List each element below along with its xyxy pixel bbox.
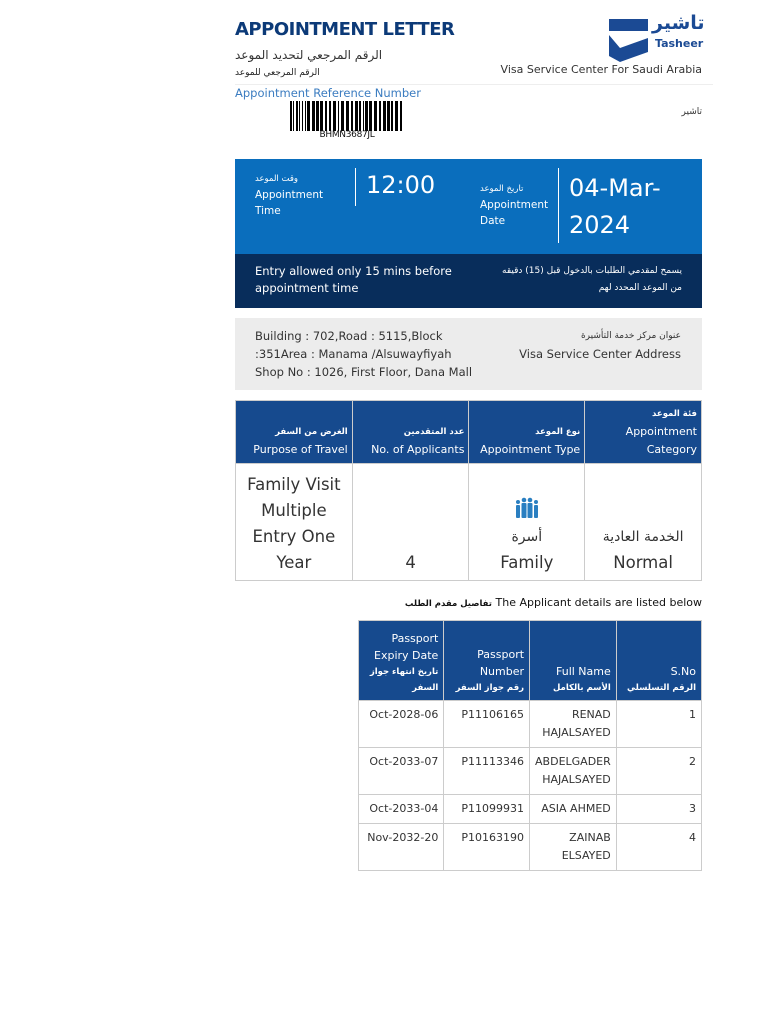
passport-cell: P11106165 bbox=[444, 701, 530, 748]
name-cell: ASIA AHMED bbox=[530, 795, 617, 824]
time-label-ar: وقت الموعد bbox=[255, 174, 299, 184]
date-label-ar: تاريخ الموعد bbox=[480, 184, 524, 194]
appointment-details-table bbox=[235, 400, 702, 581]
barcode bbox=[290, 101, 404, 131]
header-purpose: الغرض من السفر Purpose of Travel bbox=[236, 401, 353, 464]
reference-code: BHMN3687JL bbox=[319, 130, 375, 140]
barcode-bar bbox=[307, 101, 310, 131]
barcode-bar bbox=[387, 101, 390, 131]
barcode-bar bbox=[325, 101, 327, 131]
page-title: APPOINTMENT LETTER bbox=[235, 19, 455, 40]
address-line: Building : 702,Road : 5115,Block bbox=[255, 329, 443, 343]
type-ar: أسرة bbox=[511, 529, 543, 545]
barcode-bar bbox=[302, 101, 303, 131]
barcode-bar bbox=[293, 101, 294, 131]
header-applicants: عدد المتقدمين No. of Applicants bbox=[352, 401, 469, 464]
barcode-bar bbox=[320, 101, 323, 131]
family-icon bbox=[473, 497, 580, 524]
barcode-bar bbox=[290, 101, 292, 131]
applicants-table bbox=[358, 620, 702, 871]
divider bbox=[235, 84, 713, 85]
sno-cell: 3 bbox=[616, 795, 701, 824]
barcode-bar bbox=[395, 101, 398, 131]
appointment-box bbox=[235, 159, 702, 254]
logo-en: Tasheer bbox=[655, 37, 704, 50]
table-row bbox=[359, 748, 702, 795]
barcode-bar bbox=[363, 101, 364, 131]
address-box bbox=[235, 318, 702, 390]
entry-notice-en: Entry allowed only 15 mins before appointment time bbox=[255, 264, 452, 295]
barcode-bar bbox=[379, 101, 381, 131]
name-cell: ZAINAB ELSAYED bbox=[530, 824, 617, 871]
time-label: Appointment Time bbox=[255, 189, 324, 217]
passport-cell: P11113346 bbox=[444, 748, 530, 795]
entry-notice-ar: يسمح لمقدمي الطلبات بالدخول قبل (15) دقيقه من الموعد المحدد لهم bbox=[502, 266, 682, 293]
passport-cell: P11099931 bbox=[444, 795, 530, 824]
type-cell bbox=[469, 464, 585, 581]
applicants-intro: تفاصيل مقدم الطلب The Applicant details are listed below bbox=[404, 596, 702, 609]
type-value: Family bbox=[500, 553, 554, 572]
separator bbox=[558, 168, 559, 243]
barcode-bar bbox=[383, 101, 386, 131]
entry-notice bbox=[235, 254, 702, 308]
table-row bbox=[359, 701, 702, 748]
barcode-bar bbox=[305, 101, 306, 131]
expiry-cell: Nov-2032-20 bbox=[359, 824, 444, 871]
name-cell: RENAD HAJALSAYED bbox=[530, 701, 617, 748]
category-cell bbox=[585, 464, 702, 581]
expiry-cell: Oct-2033-07 bbox=[359, 748, 444, 795]
header-category: فئة الموعد Appointment Category bbox=[585, 401, 702, 464]
applicants-value: 4 bbox=[352, 464, 469, 581]
category-value: Normal bbox=[613, 553, 673, 572]
table-row bbox=[359, 824, 702, 871]
barcode-bar bbox=[359, 101, 361, 131]
barcode-bar bbox=[329, 101, 331, 131]
barcode-bar bbox=[341, 101, 344, 131]
barcode-bar bbox=[333, 101, 336, 131]
barcode-bar bbox=[400, 101, 402, 131]
vsc-title: Visa Service Center For Saudi Arabia bbox=[500, 63, 702, 76]
reference-label: Appointment Reference Number bbox=[235, 86, 421, 100]
barcode-bar bbox=[351, 101, 353, 131]
tashir-small: تاشير bbox=[681, 107, 702, 117]
date-label: Appointment Date bbox=[480, 199, 549, 227]
header-name: Full Name الأسم بالكامل bbox=[530, 621, 617, 701]
barcode-bar bbox=[346, 101, 349, 131]
barcode-bar bbox=[316, 101, 319, 131]
tasheer-logo bbox=[606, 12, 705, 64]
passport-cell: P10163190 bbox=[444, 824, 530, 871]
sno-cell: 4 bbox=[616, 824, 701, 871]
expiry-cell: Oct-2028-06 bbox=[359, 701, 444, 748]
header-passport: Passport Number رقم جواز السفر bbox=[444, 621, 530, 701]
sno-cell: 1 bbox=[616, 701, 701, 748]
barcode-bar bbox=[355, 101, 358, 131]
header-expiry: Passport Expiry Date تاريخ انتهاء جواز السفر bbox=[359, 621, 444, 701]
barcode-bar bbox=[369, 101, 372, 131]
barcode-bar bbox=[299, 101, 300, 131]
appointment-date: 04-Mar-2024 bbox=[569, 174, 661, 239]
purpose-value: Family Visit Multiple Entry One Year bbox=[236, 464, 353, 581]
barcode-bar bbox=[338, 101, 339, 131]
appointment-time: 12:00 bbox=[366, 171, 436, 199]
address-label-ar: عنوان مركز خدمة التأشيرة bbox=[580, 331, 681, 341]
sno-cell: 2 bbox=[616, 748, 701, 795]
address-line: Shop No : 1026, First Floor, Dana Mall bbox=[255, 365, 473, 379]
category-ar: الخدمة العادية bbox=[602, 529, 684, 545]
header-sno: S.No الرقم التسلسلي bbox=[616, 621, 701, 701]
barcode-bar bbox=[365, 101, 368, 131]
ref-title-ar: الرقم المرجعي لتحديد الموعد bbox=[235, 48, 383, 62]
barcode-bar bbox=[391, 101, 393, 131]
logo-ar: تاشير bbox=[652, 12, 705, 34]
barcode-bar bbox=[312, 101, 315, 131]
barcode-bar bbox=[296, 101, 298, 131]
ref-sub-ar: الرقم المرجعي للموعد bbox=[235, 68, 320, 78]
header-type: نوع الموعد Appointment Type bbox=[469, 401, 585, 464]
expiry-cell: Oct-2033-04 bbox=[359, 795, 444, 824]
separator bbox=[355, 168, 356, 206]
address-label: Visa Service Center Address bbox=[519, 347, 681, 361]
name-cell: ABDELGADER HAJALSAYED bbox=[530, 748, 617, 795]
address-line: :351Area : Manama /Alsuwayfiyah bbox=[255, 347, 452, 361]
barcode-bar bbox=[374, 101, 377, 131]
table-row bbox=[359, 795, 702, 824]
